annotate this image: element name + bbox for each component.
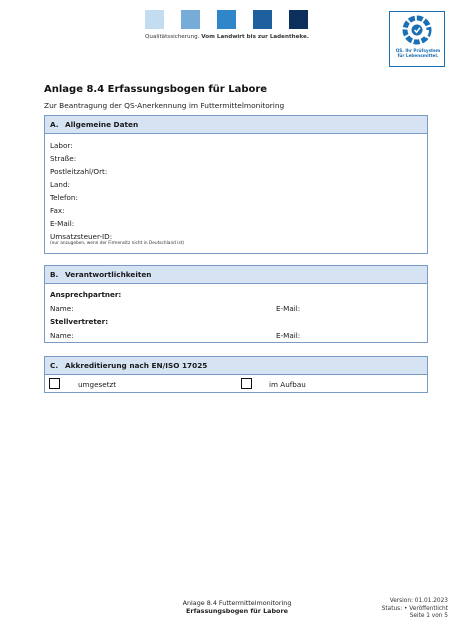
section-heading	[45, 357, 427, 375]
in-progress-label: im Aufbau	[269, 380, 306, 389]
contact-person-label: Ansprechpartner:	[50, 290, 122, 299]
footer-version: Version: 01.01.2023	[389, 598, 448, 604]
qs-logo-icon	[402, 15, 432, 45]
deputy-email-field[interactable]: E-Mail:	[276, 331, 301, 340]
color-swatch	[289, 10, 308, 29]
section-general-data	[44, 115, 428, 254]
page-subtitle: Zur Beantragung der QS-Anerkennung im Futtermittelmonitoring	[44, 101, 285, 110]
color-swatch-row	[145, 10, 308, 29]
implemented-label: umgesetzt	[78, 380, 117, 389]
qs-logo-text: QS. Ihr Prüfsystem für Lebensmittel.	[395, 48, 441, 58]
footer-status: Status: • Veröffentlicht	[381, 605, 448, 612]
contact-email-field[interactable]: E-Mail:	[276, 304, 301, 313]
deputy-label: Stellvertreter:	[50, 317, 109, 326]
field-labor[interactable]: Labor:	[50, 141, 73, 150]
deputy-name-field[interactable]: Name:	[50, 331, 74, 340]
field-vat-id[interactable]: Umsatzsteuer-ID:	[50, 232, 113, 241]
field-postal-city[interactable]: Postleitzahl/Ort:	[50, 167, 108, 176]
field-fax[interactable]: Fax:	[50, 206, 65, 215]
field-street[interactable]: Straße:	[50, 154, 77, 163]
tagline	[145, 34, 309, 40]
vat-id-note: (nur anzugeben, wenn der Firmensitz nicht in Deutschland ist)	[50, 241, 185, 246]
tagline-prefix: Qualitätssicherung.	[145, 34, 200, 40]
color-swatch	[253, 10, 272, 29]
section-letter: C.	[50, 361, 59, 370]
field-country[interactable]: Land:	[50, 180, 70, 189]
section-heading	[45, 116, 427, 134]
section-letter: A.	[50, 120, 59, 129]
tagline-bold: Vom Landwirt bis zur Ladentheke.	[201, 34, 309, 40]
section-title: Verantwortlichkeiten	[65, 270, 152, 279]
field-phone[interactable]: Telefon:	[50, 193, 78, 202]
section-responsibilities	[44, 265, 428, 343]
footer-page-number: Seite 1 von 5	[409, 613, 448, 619]
in-progress-checkbox[interactable]	[241, 378, 252, 389]
color-swatch	[145, 10, 164, 29]
color-swatch	[217, 10, 236, 29]
contact-name-field[interactable]: Name:	[50, 304, 74, 313]
section-heading	[45, 266, 427, 284]
page-title: Anlage 8.4 Erfassungsbogen für Labore	[44, 84, 268, 95]
implemented-checkbox[interactable]	[49, 378, 60, 389]
section-accreditation	[44, 356, 428, 393]
section-title: Akkreditierung nach EN/ISO 17025	[65, 361, 208, 370]
qs-logo	[389, 11, 445, 67]
color-swatch	[181, 10, 200, 29]
section-letter: B.	[50, 270, 59, 279]
footer-line-2: Erfassungsbogen für Labore	[186, 607, 288, 615]
section-title: Allgemeine Daten	[65, 120, 139, 129]
footer-version-info	[382, 598, 448, 621]
field-email[interactable]: E-Mail:	[50, 219, 75, 228]
footer-line-1: Anlage 8.4 Futtermittelmonitoring	[182, 599, 292, 607]
